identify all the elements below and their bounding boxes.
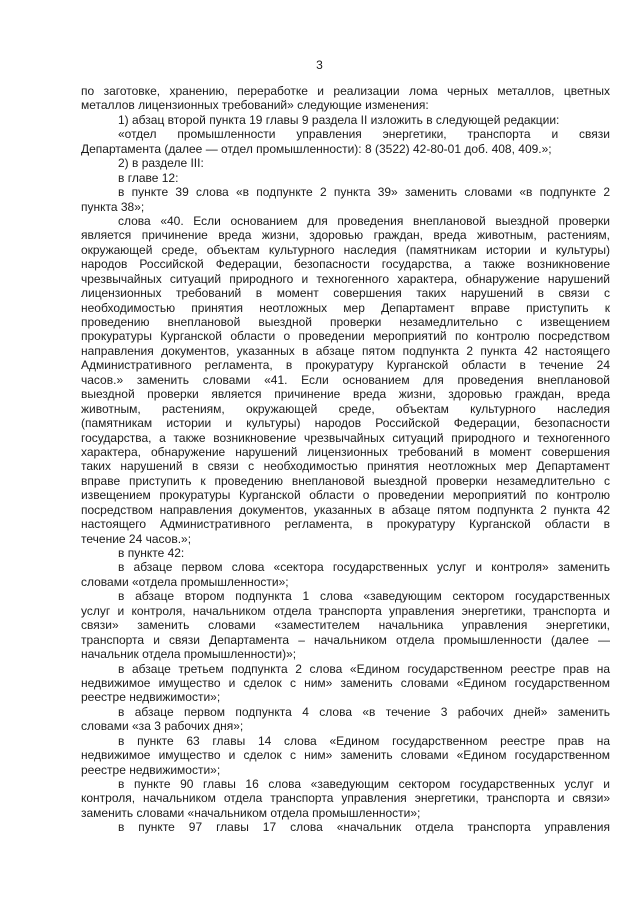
text-line: государства, а также возникновение чрезвычайных ситуаций природного и техногенного [81, 430, 610, 445]
text-line: по заготовке, хранению, переработке и реализации лома черных металлов, цветных [81, 84, 610, 98]
text-line: в абзаце втором подпункта 1 слова «заведующим сектором государственных [118, 589, 610, 604]
text-line: транспорта и связи Департамента – начальником отдела промышленности (далее — [81, 632, 610, 647]
text-line: 1) абзац второй пункта 19 главы 9 раздела II изложить в следующей редакции: [118, 112, 560, 127]
text-line: течение 24 часов.»; [81, 531, 192, 546]
text-line: Административного регламента, в прокуратуру Курганской области в течение 24 [81, 358, 610, 373]
text-line: лицензионных требований в момент совершения таких нарушений в связи с [81, 286, 610, 301]
text-line: пункта 38»; [81, 199, 145, 214]
text-line: выездной проверки является причинение вреда жизни, здоровью граждан, вреда [81, 387, 610, 402]
text-line: реестре недвижимости»; [81, 690, 221, 705]
text-line: в абзаце третьем подпункта 2 слова «Едином государственном реестре прав на [118, 661, 610, 676]
text-line: Департамента (далее — отдел промышленности): 8 (3522) 42-80-01 доб. 408, 409.»; [81, 141, 552, 156]
text-line: в главе 12: [118, 170, 179, 185]
text-line: таких нарушений в связи с необходимостью принятия неотложных мер Департамент [81, 459, 610, 474]
text-line: характера, обнаружение нарушений лицензионных требований в момент совершения [81, 444, 610, 459]
text-line: начальник отдела промышленности)»; [81, 647, 297, 662]
text-line: недвижимое имущество и сделок с ним» заменить словами «Едином государственном [81, 748, 610, 763]
text-line: контроля, начальником отдела транспорта управления энергетики, транспорта и связи» [81, 791, 610, 806]
text-line: необходимостью принятия неотложных мер Департамент вправе приступить к [81, 300, 610, 315]
text-line: народов Российской Федерации, безопасности государства, а также возникновение [81, 257, 610, 272]
text-line: недвижимое имущество и сделок с ним» заменить словами «Едином государственном [81, 675, 610, 690]
text-line: является причинение вреда жизни, здоровью граждан, вреда животным, растениям, [81, 228, 610, 243]
text-line: в пункте 42: [118, 546, 185, 560]
text-line: реестре недвижимости»; [81, 762, 221, 777]
text-line: в пункте 39 слова «в подпункте 2 пункта 39» заменить словами «в подпункте 2 [118, 185, 610, 200]
text-line: направления документов, указанных в абзаце пятом подпункта 2 пункта 42 настоящего [81, 343, 610, 358]
text-line: (памятникам истории и культуры) народов Российской Федерации, безопасности [81, 416, 610, 431]
text-line: вправе приступить к проведению внеплановой выездной проверки незамедлительно с [81, 473, 610, 488]
page-number: 3 [316, 58, 323, 72]
text-line: животным, растениям, окружающей среде, объектам культурного наследия [81, 401, 610, 416]
text-line: часов.» заменить словами «41. Если основанием для проведения внеплановой [81, 372, 610, 387]
text-line: словами «за 3 рабочих дня»; [81, 719, 244, 734]
text-line: заменить словами «начальником отдела промышленности»; [81, 805, 421, 820]
text-line: связи» заменить словами «заместителем начальника управления энергетики, [81, 618, 610, 633]
text-line: в пункте 90 главы 16 слова «заведующим сектором государственных услуг и [118, 777, 610, 791]
text-line: 2) в разделе III: [118, 156, 204, 171]
text-line: словами «отдела промышленности»; [81, 574, 289, 589]
document-body [81, 84, 610, 835]
text-line: в пункте 63 главы 14 слова «Едином государственном реестре прав на [118, 733, 610, 748]
text-line: «отдел промышленности управления энергетики, транспорта и связи [118, 127, 610, 142]
text-line: окружающей среде, объектам культурного наследия (памятникам истории и культуры) [81, 242, 610, 257]
text-line: в абзаце первом слова «сектора государственных услуг и контроля» заменить [118, 560, 610, 575]
text-line: настоящего Административного регламента, в прокуратуру Курганской области в [81, 517, 610, 532]
text-line: прокуратуры Курганской области о проведении мероприятий по контролю посредством [81, 329, 610, 344]
text-line: в пункте 97 главы 17 слова «начальник отдела транспорта управления [118, 820, 610, 835]
text-line: услуг и контроля, начальником отдела транспорта управления энергетики, транспорта и [81, 603, 610, 618]
text-line: в абзаце первом подпункта 4 слова «в течение 3 рабочих дней» заменить [118, 704, 610, 719]
text-line: посредством направления документов, указанных в абзаце пятом подпункта 2 пункта 42 [81, 502, 610, 517]
text-line: металлов лицензионных требований» следующие изменения: [81, 98, 429, 113]
text-line: чрезвычайных ситуаций природного и техногенного характера, обнаружение нарушений [81, 271, 610, 286]
text-line: слова «40. Если основанием для проведения внеплановой выездной проверки [118, 213, 610, 228]
text-line: извещением прокуратуры Курганской области о проведении мероприятий по контролю [81, 488, 610, 503]
text-line: проведению внеплановой выездной проверки незамедлительно с извещением [81, 315, 610, 329]
